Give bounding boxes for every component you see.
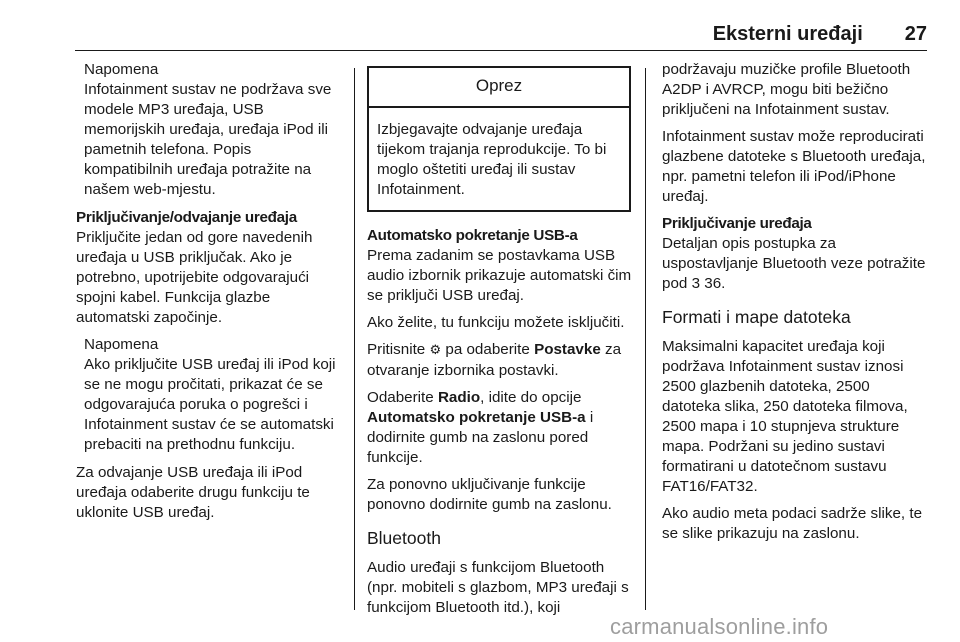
text-fragment: Odaberite [367,389,434,406]
page-reference-arrow: 3 [691,275,701,292]
note-box [76,335,344,455]
page-reference: 36. [704,275,726,292]
column-divider [645,68,646,610]
paragraph: Ako audio meta podaci sadrže slike, te se slike prikazuju na zaslonu. [662,505,923,542]
section-heading-large: Bluetooth [367,528,441,548]
column-3 [662,60,932,551]
text-fragment: pa odaberite [445,341,530,358]
note-box [76,60,344,200]
section-heading-large: Formati i mape datoteka [662,307,851,327]
paragraph: Ako želite, tu funkciju možete isključiti. [367,314,625,331]
caution-title: Oprez [369,68,629,108]
page-number: 27 [904,22,927,45]
text-fragment: Detaljan opis postupka za uspostavljanje Bluetooth veze potražite pod [662,235,926,292]
page-title: Eksterni uređaji [712,22,863,45]
paragraph: Prema zadanim se postavkama USB audio izbornik prikazuje automatski čim se priključi USB uređaj. [367,247,632,304]
paragraph: Infotainment sustav može reproducirati glazbene datoteke s Bluetooth uređaja, npr. pametni telefon ili iPod/iPhone uređaj. [662,128,926,205]
text-fragment: za otvaranje izbornika postavki. [367,341,622,379]
section-heading: Priključivanje/odvajanje uređaja [76,209,297,226]
paragraph: podržavaju muzičke profile Bluetooth A2DP i AVRCP, mogu biti bežično priključeni na Infotainment sustav. [662,61,911,118]
column-2 [367,60,632,625]
paragraph: Audio uređaji s funkcijom Bluetooth (npr. mobiteli s glazbom, MP3 uređaji s funkcijom Bluetooth itd.), koji [367,559,629,616]
watermark: carmanualsonline.info [610,614,829,639]
menu-term: Automatsko pokretanje USB-a [367,409,586,426]
section-heading: Priključivanje uređaja [662,215,812,232]
column-1 [76,60,344,530]
note-title: Napomena [84,336,159,353]
column-divider [354,68,355,610]
paragraph: Priključite jedan od gore navedenih uređaja u USB priključak. Ako je potrebno, upotrijebite odgovarajući spojni kabel. Funkcija glazbe automatski započinje. [76,229,313,326]
paragraph [662,234,932,294]
paragraph: Maksimalni kapacitet uređaja koji podržava Infotainment sustav iznosi 2500 glazbenih datoteka, 2500 datoteka slika, 250 datoteka filmova, 2500 mapa i 10 stupnjeva strukture mapa. Podržani su jedino sustavi formatirani u datotečnom sustavu FAT16/FAT32. [662,338,908,495]
note-text: Infotainment sustav ne podržava sve modele MP3 uređaja, USB memorijskih uređaja, uređaja iPod ili pametnih telefona. Popis kompatibilnih uređaja potražite na našem web-mjestu. [84,81,332,198]
text-fragment: Pritisnite [367,341,426,358]
text-fragment: i dodirnite gumb na zaslonu pored funkcije. [367,409,594,466]
paragraph [367,340,632,381]
section-heading: Automatsko pokretanje USB-a [367,227,578,244]
menu-term: Radio [437,389,481,406]
settings-icon: ⚙ [429,343,442,358]
note-text: Ako priključite USB uređaj ili iPod koji se ne mogu pročitati, prikazat će se odgovarajuća poruka o pogrešci i Infotainment sustav će se automatski prebaciti na prethodnu funkciju. [84,356,336,453]
menu-term: Postavke [534,341,601,358]
caution-box [367,66,631,212]
paragraph [367,388,632,468]
caution-text: Izbjegavajte odvajanje uređaja tijekom trajanja reprodukcije. To bi moglo oštetiti uređaj ili sustav Infotainment. [377,121,607,198]
page-header [75,18,927,51]
paragraph: Za odvajanje USB uređaja ili iPod uređaja odaberite drugu funkciju te uklonite USB uređaj. [76,464,310,521]
text-fragment: , idite do opcije [480,389,582,406]
paragraph: Za ponovno uključivanje funkcije ponovno dodirnite gumb na zaslonu. [367,476,612,513]
note-title: Napomena [84,61,159,78]
